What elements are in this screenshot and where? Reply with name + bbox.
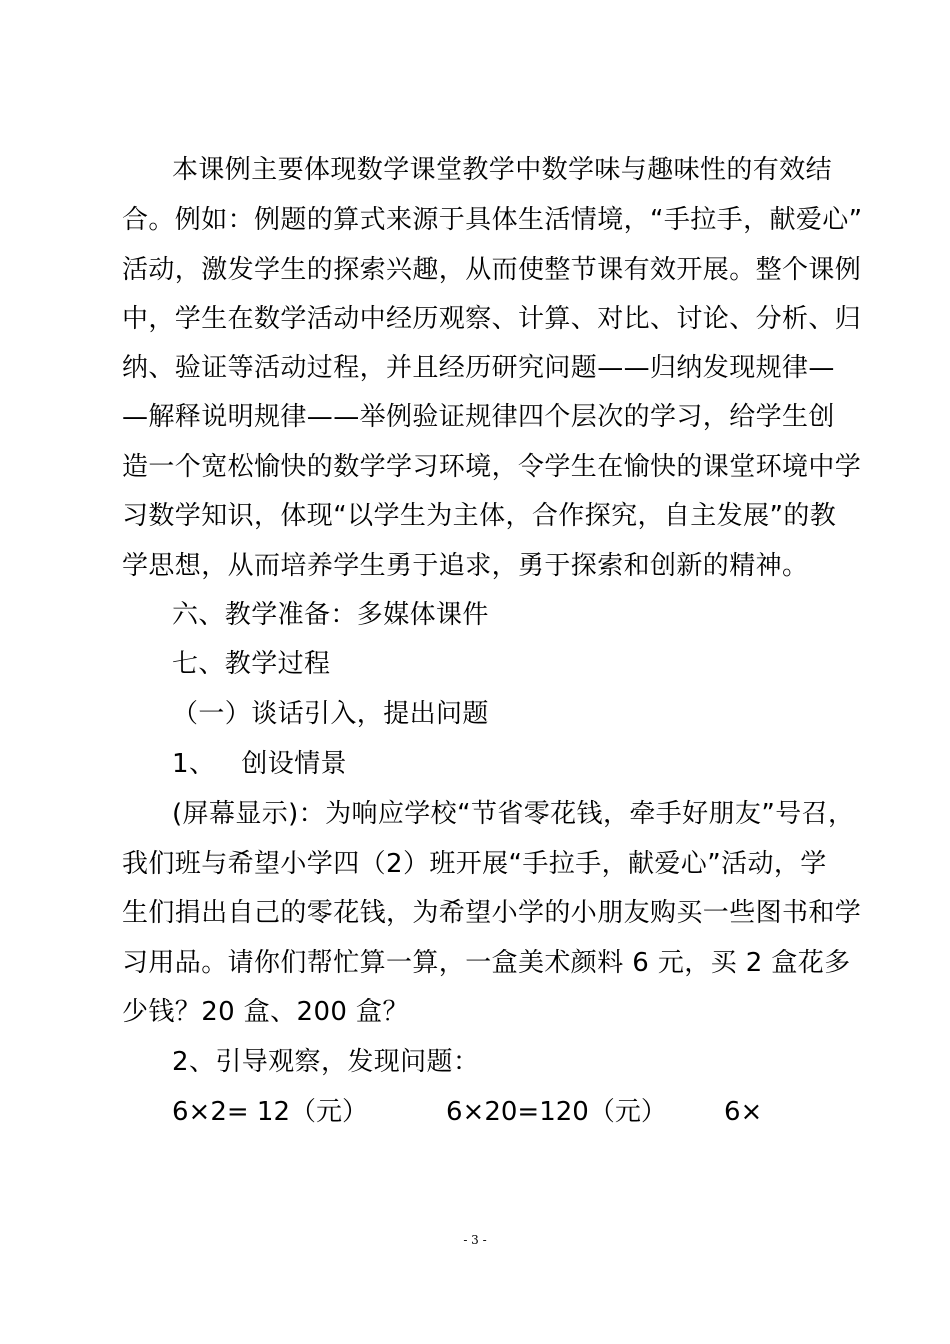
paragraph2-line-4: 习用品。请你们帮忙算一算，一盒美术颜料 6 元，买 2 盒花多 bbox=[122, 948, 851, 978]
paragraph1-line-5: 纳、验证等活动过程，并且经历研究问题——归纳发现规律— bbox=[122, 353, 835, 383]
step-one-heading: 1、 创设情景 bbox=[172, 749, 347, 779]
paragraph1-line-4: 中，学生在数学活动中经历观察、计算、对比、讨论、分析、归 bbox=[122, 304, 862, 334]
paragraph2-line-5: 少钱？20 盒、200 盒？ bbox=[122, 997, 409, 1027]
paragraph2-line-2: 我们班与希望小学四（2）班开展“手拉手，献爱心”活动，学 bbox=[122, 849, 827, 879]
section-six-heading: 六、教学准备：多媒体课件 bbox=[172, 600, 489, 630]
paragraph1-line-9: 学思想，从而培养学生勇于追求，勇于探索和创新的精神。 bbox=[122, 551, 809, 581]
formula-2: 6×20=120（元） bbox=[446, 1097, 667, 1127]
section-seven-heading: 七、教学过程 bbox=[172, 649, 331, 679]
paragraph1-line-2: 合。例如：例题的算式来源于具体生活情境，“手拉手，献爱心” bbox=[122, 205, 863, 235]
paragraph1-line-7: 造一个宽松愉快的数学学习环境，令学生在愉快的课堂环境中学 bbox=[122, 452, 862, 482]
paragraph1-line-6: —解释说明规律——举例验证规律四个层次的学习，给学生创 bbox=[122, 402, 835, 432]
formula-1: 6×2= 12（元） bbox=[172, 1097, 369, 1127]
subsection-one-heading: （一）谈话引入，提出问题 bbox=[172, 699, 489, 729]
paragraph1-line-8: 习数学知识，体现“以学生为主体，合作探究，自主发展”的教 bbox=[122, 501, 837, 531]
paragraph1-line-1: 本课例主要体现数学课堂教学中数学味与趣味性的有效结 bbox=[172, 155, 833, 185]
formula-3: 6× bbox=[724, 1097, 763, 1127]
step-two-heading: 2、引导观察，发现问题： bbox=[172, 1047, 480, 1077]
page-number: - 3 - bbox=[463, 1233, 487, 1247]
paragraph1-line-3: 活动，激发学生的探索兴趣，从而使整节课有效开展。整个课例 bbox=[122, 255, 862, 285]
paragraph2-line-1: (屏幕显示)：为响应学校“节省零花钱，牵手好朋友”号召， bbox=[172, 799, 855, 829]
paragraph2-line-3: 生们捐出自己的零花钱，为希望小学的小朋友购买一些图书和学 bbox=[122, 898, 862, 928]
